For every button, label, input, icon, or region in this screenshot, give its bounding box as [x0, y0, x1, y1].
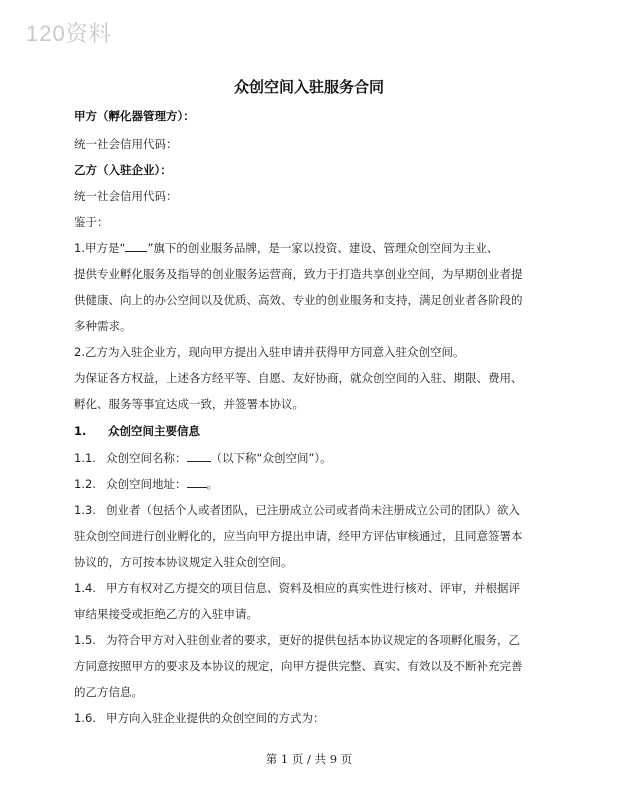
clause-1-6-number: 1.6.: [74, 711, 96, 725]
recital-2: 2.乙方为入驻企业方，现向甲方提出入驻申请并获得甲方同意入驻众创空间。: [74, 345, 465, 359]
agreement-intro-line-2: 孵化、服务等事宜达成一致，并签署本协议。: [74, 397, 304, 411]
clause-1-3-number: 1.3.: [74, 503, 96, 517]
whereas-label: 鉴于：: [74, 215, 109, 229]
clause-1-3-line-2: 驻众创空间进行创业孵化的，应当向甲方提出申请，经甲方评估审核通过，且同意签署本: [74, 529, 523, 543]
clause-1-4-number: 1.4.: [74, 581, 96, 595]
recital-1-line-4: 多种需求。: [74, 319, 132, 333]
document-title: 众创空间入驻服务合同: [233, 78, 384, 96]
clause-1-5-line-2: 方同意按照甲方的要求及本协议的规定，向甲方提供完整、真实、有效以及不断补充完善: [74, 659, 523, 673]
recital-1-line-3: 供健康、向上的办公空间以及优质、高效、专业的创业服务和支持，满足创业者各阶段的: [74, 293, 523, 307]
space-address-blank: [187, 476, 207, 488]
clause-1-4-line-1: [74, 580, 554, 596]
section-1-heading: [74, 423, 554, 439]
party-b-credit-code: 统一社会信用代码：: [74, 189, 178, 203]
clause-1-5-line-1: [74, 632, 554, 648]
clause-1-2-after: 。: [206, 477, 218, 491]
clause-1-3-line-1: [74, 502, 554, 518]
recital-1-line-1: [74, 240, 554, 256]
party-b-heading: 乙方（入驻企业）：: [74, 163, 172, 177]
clause-1-3-line-3: 协议的，方可按本协议规定入驻众创空间。: [74, 555, 293, 569]
page-footer: 第 1 页 / 共 9 页: [265, 752, 353, 766]
recital-1-line-2: 提供专业孵化服务及指导的创业服务运营商，致力于打造共享创业空间，为早期创业者提: [74, 267, 523, 281]
clause-1-5-number: 1.5.: [74, 633, 96, 647]
clause-1-1-label: 众创空间名称：: [106, 451, 187, 465]
recital-1-prefix: 1.甲方是“: [74, 241, 126, 255]
section-1-number: 1.: [74, 424, 87, 438]
section-1-title: 众创空间主要信息: [108, 424, 200, 438]
clause-1-1-number: 1.1.: [74, 451, 96, 465]
clause-1-2: [74, 476, 554, 492]
brand-name-blank: [125, 240, 147, 252]
party-a-credit-code: 统一社会信用代码：: [74, 137, 178, 151]
clause-1-4-line-2: 审结果接受或拒绝乙方的入驻申请。: [74, 607, 258, 621]
clause-1-2-number: 1.2.: [74, 477, 96, 491]
agreement-intro-line-1: 为保证各方权益，上述各方经平等、自愿、友好协商，就众创空间的入驻、期限、费用、: [74, 371, 523, 385]
clause-1-6-text-1: 甲方向入驻企业提供的众创空间的方式为：: [106, 711, 325, 725]
clause-1-1-after: （以下称“众创空间”）。: [210, 451, 332, 465]
space-name-blank: [187, 450, 211, 462]
clause-1-5-text-1: 为符合甲方对入驻创业者的要求，更好的提供包括本协议规定的各项孵化服务，乙: [106, 633, 520, 647]
party-a-heading: 甲方（孵化器管理方）：: [74, 109, 195, 123]
clause-1-6-line-1: [74, 710, 554, 726]
clause-1-5-line-3: 的乙方信息。: [74, 685, 143, 699]
clause-1-4-text-1: 甲方有权对乙方提交的项目信息、资料及相应的真实性进行核对、评审，并根据评: [106, 581, 520, 595]
watermark-logo: 120资料: [26, 21, 112, 46]
clause-1-1: [74, 450, 554, 466]
clause-1-3-text-1: 创业者（包括个人或者团队，已注册成立公司或者尚未注册成立公司的团队）欲入: [106, 503, 520, 517]
recital-1-line1-rest: ”旗下的创业服务品牌，是一家以投资、建设、管理众创空间为主业、: [147, 241, 499, 255]
clause-1-2-label: 众创空间地址：: [106, 477, 187, 491]
